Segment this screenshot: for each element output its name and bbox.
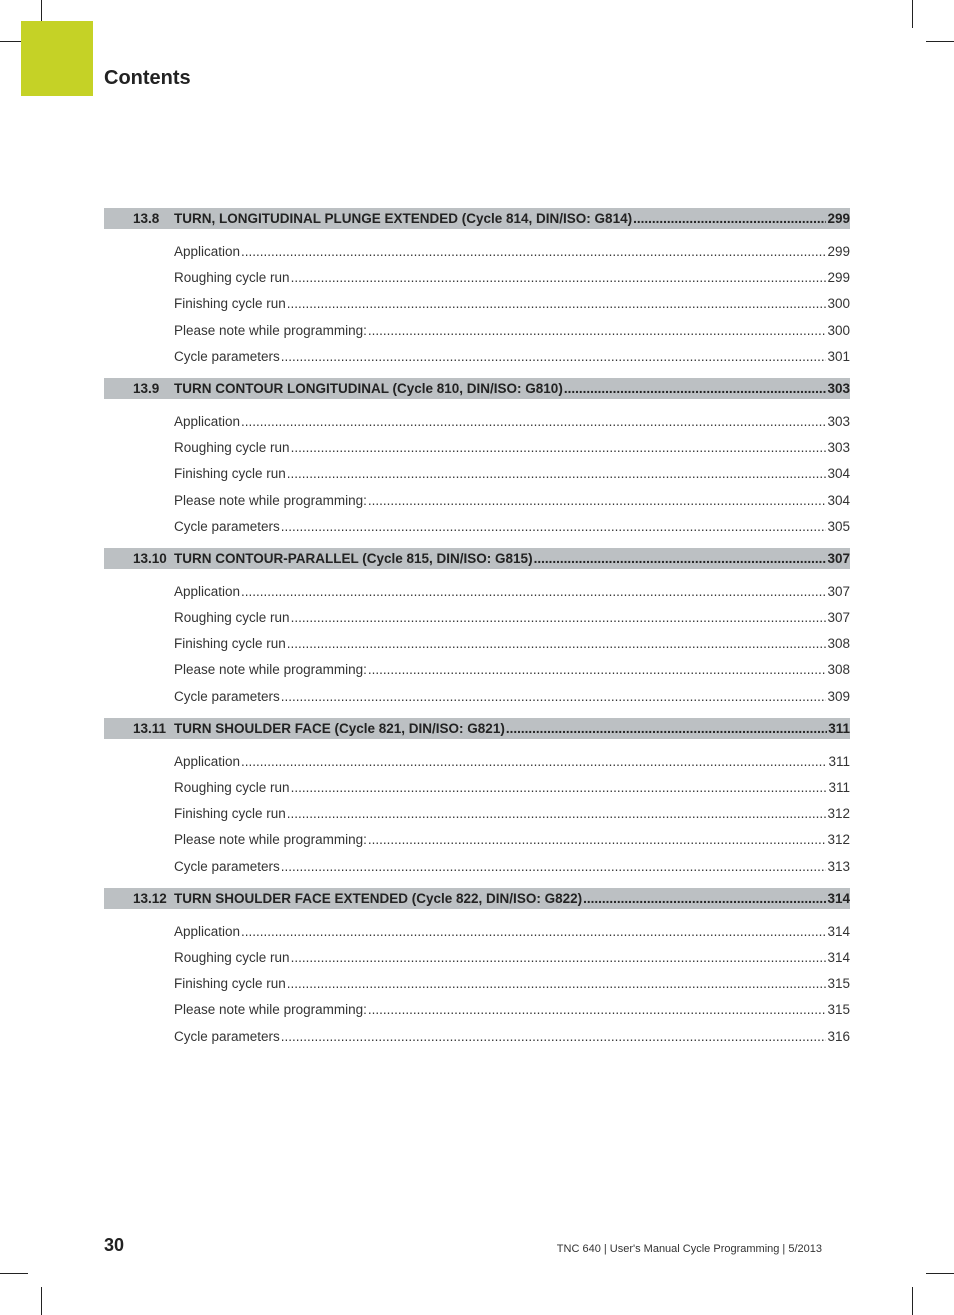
entry-page: 315 — [827, 976, 850, 992]
entry-label: Roughing cycle run — [174, 780, 290, 795]
entry-page: 308 — [827, 662, 850, 678]
entry-label: Please note while programming: — [174, 832, 367, 848]
entry-label: Application — [174, 244, 241, 259]
crop-mark — [41, 0, 42, 21]
entry-label: Application — [174, 583, 241, 599]
section-page: 307 — [827, 550, 850, 566]
dot-leader — [281, 689, 827, 704]
table-of-contents — [104, 208, 850, 1058]
dot-leader — [291, 780, 828, 795]
toc-section — [104, 548, 850, 715]
toc-entry[interactable] — [104, 924, 850, 950]
entry-label: Finishing cycle run — [174, 806, 286, 822]
dot-leader — [564, 381, 827, 396]
section-number: 13.8 — [133, 211, 160, 226]
dot-leader — [241, 244, 826, 259]
toc-entry[interactable] — [104, 950, 850, 976]
toc-entry[interactable] — [104, 662, 850, 688]
entry-page: 313 — [827, 858, 850, 874]
toc-entry[interactable] — [104, 636, 850, 662]
entry-page: 299 — [827, 244, 850, 259]
section-number: 13.12 — [133, 890, 167, 906]
section-title: TURN CONTOUR LONGITUDINAL (Cycle 810, DIN/ISO: G810) — [174, 380, 563, 396]
entry-label: Roughing cycle run — [174, 440, 290, 456]
toc-entry[interactable] — [104, 976, 850, 1002]
dot-leader — [633, 211, 826, 226]
toc-entry[interactable] — [104, 414, 850, 440]
entry-page: 305 — [827, 518, 850, 534]
dot-leader — [241, 754, 827, 769]
entry-label: Cycle parameters — [174, 858, 280, 874]
dot-leader — [241, 584, 826, 599]
entry-label: Roughing cycle run — [174, 270, 290, 286]
section-number: 13.9 — [133, 380, 160, 396]
entry-page: 311 — [828, 753, 850, 769]
toc-section — [104, 888, 850, 1055]
entry-page: 307 — [827, 610, 850, 626]
crop-mark — [0, 41, 21, 42]
toc-section — [104, 378, 850, 545]
entry-page: 300 — [827, 296, 850, 312]
entry-label: Cycle parameters — [174, 518, 280, 534]
entry-page: 312 — [827, 832, 850, 848]
crop-mark — [926, 41, 954, 42]
entry-label: Cycle parameters — [174, 348, 280, 364]
dot-leader — [287, 806, 827, 821]
dot-leader — [534, 551, 827, 566]
accent-block — [21, 21, 93, 96]
toc-section — [104, 718, 850, 885]
toc-entry[interactable] — [104, 244, 850, 270]
toc-entry[interactable] — [104, 323, 850, 349]
toc-entry[interactable] — [104, 1029, 850, 1055]
entry-label: Cycle parameters — [174, 1028, 280, 1044]
toc-entry[interactable] — [104, 610, 850, 636]
crop-mark — [0, 1273, 28, 1274]
toc-entry[interactable] — [104, 859, 850, 885]
crop-mark — [926, 1273, 954, 1274]
dot-leader — [368, 1002, 827, 1017]
dot-leader — [281, 859, 827, 874]
section-title: TURN SHOULDER FACE EXTENDED (Cycle 822, DIN/ISO: G822) — [174, 890, 583, 906]
dot-leader — [583, 891, 826, 906]
section-title: TURN, LONGITUDINAL PLUNGE EXTENDED (Cycle 814, DIN/ISO: G814) — [174, 211, 633, 226]
page-title: Contents — [104, 67, 191, 89]
dot-leader — [281, 349, 827, 364]
section-title: TURN SHOULDER FACE (Cycle 821, DIN/ISO: G821) — [174, 720, 505, 736]
page-number: 30 — [104, 1235, 125, 1255]
section-page: 303 — [827, 380, 850, 396]
toc-entry[interactable] — [104, 806, 850, 832]
crop-mark — [41, 1287, 42, 1315]
entry-page: 314 — [827, 923, 850, 939]
toc-entry[interactable] — [104, 296, 850, 322]
toc-entry[interactable] — [104, 493, 850, 519]
crop-mark — [912, 0, 913, 28]
entry-label: Please note while programming: — [174, 322, 367, 338]
section-page: 314 — [827, 890, 850, 906]
dot-leader — [291, 270, 827, 285]
toc-entry[interactable] — [104, 832, 850, 858]
entry-page: 304 — [827, 466, 850, 482]
dot-leader — [368, 662, 827, 677]
entry-page: 304 — [827, 492, 850, 508]
toc-entry[interactable] — [104, 584, 850, 610]
dot-leader — [281, 1029, 827, 1044]
section-number: 13.11 — [133, 720, 167, 736]
toc-entry[interactable] — [104, 780, 850, 806]
entry-label: Please note while programming: — [174, 662, 367, 678]
entry-page: 308 — [827, 636, 850, 652]
section-page: 311 — [828, 720, 850, 736]
toc-entry[interactable] — [104, 440, 850, 466]
crop-mark — [912, 1287, 913, 1315]
entry-page: 311 — [828, 780, 850, 795]
toc-section — [104, 208, 850, 375]
dot-leader — [287, 976, 827, 991]
entry-label: Application — [174, 923, 241, 939]
entry-label: Roughing cycle run — [174, 949, 290, 965]
section-heading[interactable] — [104, 548, 850, 569]
dot-leader — [291, 610, 827, 625]
dot-leader — [287, 636, 827, 651]
entry-label: Finishing cycle run — [174, 466, 286, 482]
section-title: TURN CONTOUR-PARALLEL (Cycle 815, DIN/ISO: G815) — [174, 550, 533, 566]
dot-leader — [506, 721, 827, 736]
entry-label: Please note while programming: — [174, 1002, 367, 1018]
section-heading[interactable] — [104, 718, 850, 739]
dot-leader — [287, 296, 827, 311]
section-number: 13.10 — [133, 550, 167, 566]
dot-leader — [241, 414, 826, 429]
section-heading[interactable] — [104, 888, 850, 909]
entry-label: Application — [174, 413, 241, 429]
toc-entry[interactable] — [104, 270, 850, 296]
dot-leader — [281, 519, 827, 534]
toc-entry[interactable] — [104, 349, 850, 375]
entry-label: Please note while programming: — [174, 492, 367, 508]
entry-page: 303 — [827, 440, 850, 456]
entry-page: 301 — [827, 348, 850, 364]
entry-page: 300 — [827, 322, 850, 338]
entry-label: Finishing cycle run — [174, 976, 286, 992]
entry-label: Application — [174, 753, 241, 769]
toc-entry[interactable] — [104, 689, 850, 715]
toc-entry[interactable] — [104, 754, 850, 780]
entry-label: Finishing cycle run — [174, 296, 286, 312]
entry-label: Roughing cycle run — [174, 610, 290, 626]
dot-leader — [287, 466, 827, 481]
entry-page: 303 — [827, 413, 850, 429]
entry-page: 312 — [827, 806, 850, 822]
entry-page: 315 — [827, 1002, 850, 1018]
section-page: 299 — [827, 211, 850, 226]
dot-leader — [291, 950, 827, 965]
toc-entry[interactable] — [104, 1002, 850, 1028]
entry-page: 309 — [827, 688, 850, 704]
toc-entry[interactable] — [104, 519, 850, 545]
entry-page: 314 — [827, 949, 850, 965]
footer-text: TNC 640 | User's Manual Cycle Programming | 5/2013 — [556, 1243, 822, 1255]
dot-leader — [368, 323, 827, 338]
dot-leader — [291, 440, 827, 455]
entry-page: 307 — [827, 583, 850, 599]
entry-page: 316 — [827, 1028, 850, 1044]
entry-page: 299 — [827, 270, 850, 286]
toc-entry[interactable] — [104, 466, 850, 492]
dot-leader — [241, 924, 826, 939]
entry-label: Finishing cycle run — [174, 636, 286, 652]
section-heading[interactable] — [104, 208, 850, 229]
entry-label: Cycle parameters — [174, 688, 280, 704]
section-heading[interactable] — [104, 378, 850, 399]
dot-leader — [368, 832, 827, 847]
dot-leader — [368, 493, 827, 508]
